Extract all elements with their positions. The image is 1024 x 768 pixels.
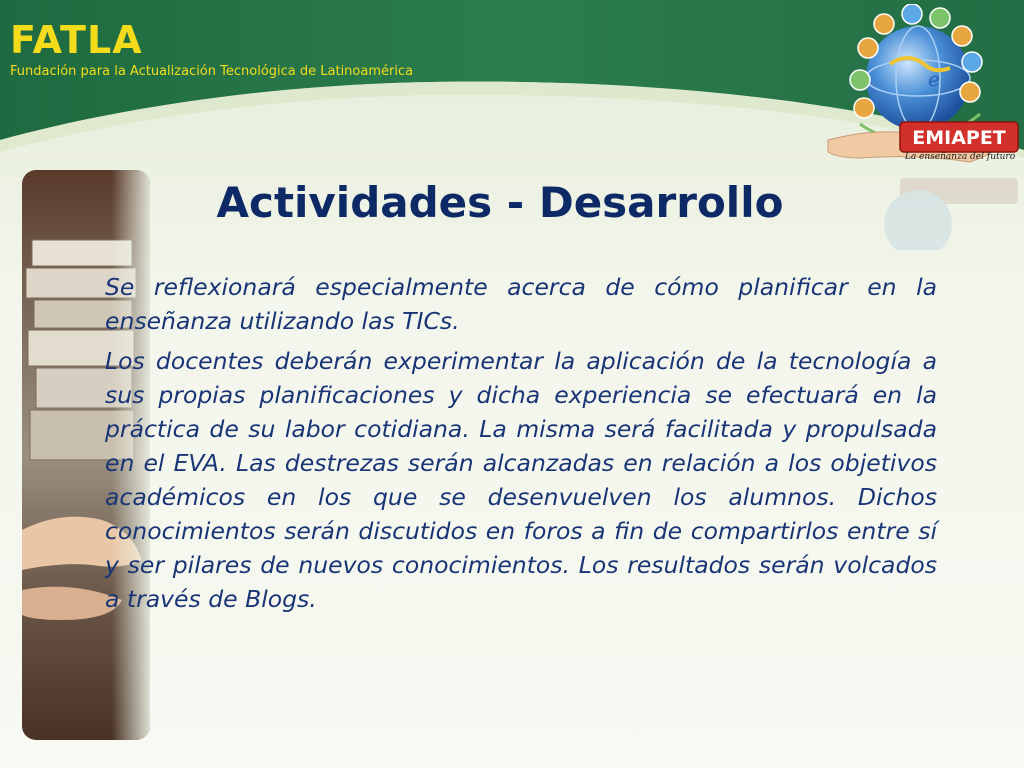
- logo-tagline: La enseñanza del futuro: [904, 152, 1016, 162]
- slide-title: Actividades - Desarrollo: [216, 178, 784, 227]
- org-brand: [10, 18, 413, 79]
- logo-name: EMIAPET: [912, 127, 1006, 149]
- body-paragraph: Los docentes deberán experimentar la aplicación de la tecnología a sus propias planificaciones y dicha experiencia se efectuará en la práctica de su labor cotidiana. La misma será facilitada y propulsada en el EVA. Las destrezas serán alcanzadas en relación a los objetivos académicos en los que se desenvuelven los alumnos. Dichos conocimientos serán discutidos en foros a fin de compartirlos entre sí y ser pilares de nuevos conocimientos. Los resultados serán volcados a través de Blogs.: [105, 347, 937, 613]
- org-fullname: Fundación para la Actualización Tecnológica de Latinoamérica: [10, 64, 414, 79]
- svg-text:e: e: [928, 67, 940, 91]
- slide-body: [105, 270, 937, 622]
- body-paragraph: Se reflexionará especialmente acerca de cómo planificar en la enseñanza utilizando las TICs.: [105, 273, 937, 335]
- org-name: FATLA: [10, 18, 143, 62]
